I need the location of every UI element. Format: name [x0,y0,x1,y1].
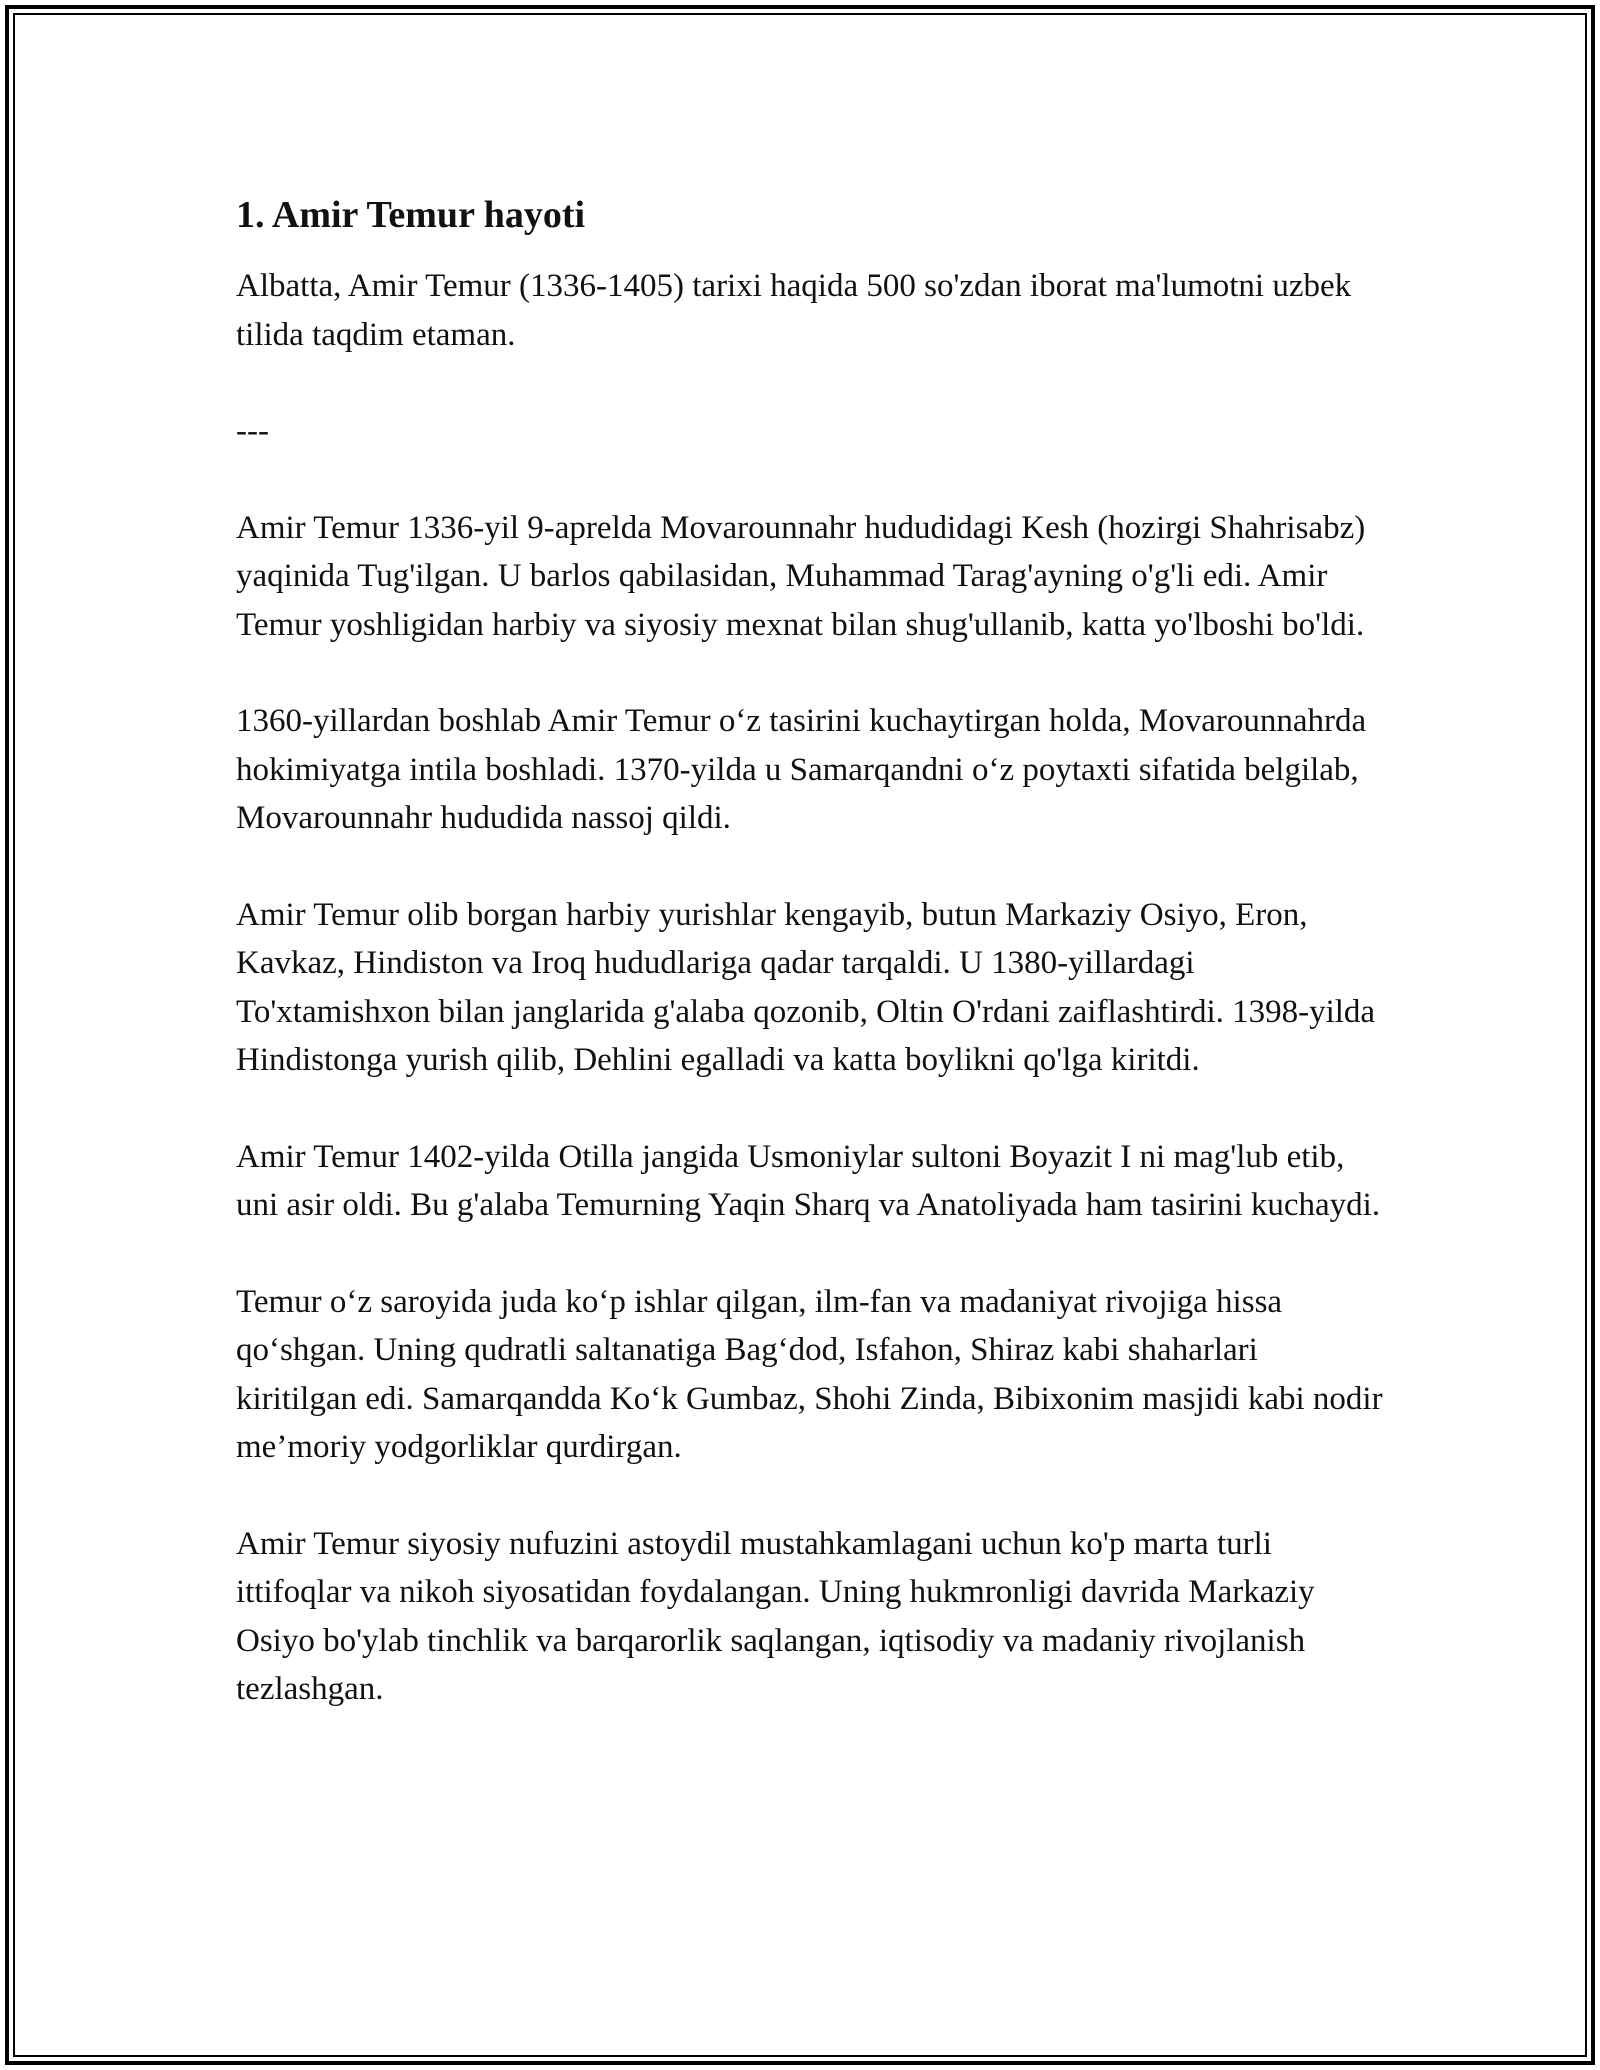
intro-paragraph: Albatta, Amir Temur (1336-1405) tarixi haqida 500 so'zdan iborat ma'lumotni uzbek tilida taqdim etaman. [236,268,1352,353]
paragraph-politics: Amir Temur siyosiy nufuzini astoydil mustahkamlagani uchun ko'p marta turli ittifoqlar va nikoh siyosatidan foydalangan. Uning hukmronligi davrida Markaziy Osiyo bo'ylab tinchlik va barqarorlik saqlangan, iqtisodiy va madaniy rivojlanish tezlashgan. [236,1525,1315,1707]
paragraph-ankara-battle: Amir Temur 1402-yilda Otilla jangida Usmoniylar sultoni Boyazit I ni mag'lub etib, uni asir oldi. Bu g'alaba Temurning Yaqin Sharq va Anatoliyada ham tasirini kuchaydi. [236,1138,1381,1223]
paragraph-birth: Amir Temur 1336-yil 9-aprelda Movarounnahr hududidagi Kesh (hozirgi Shahrisabz) yaqinida Tug'ilgan. U barlos qabilasidan, Muhammad Tarag'ayning o'g'li edi. Amir Temur yoshligidan harbiy va siyosiy mexnat bilan shug'ullanib, katta yo'lboshi bo'ldi. [236,509,1366,643]
page-title: 1. Amir Temur hayoti [236,194,586,236]
paragraph-culture: Temur o‘z saroyida juda ko‘p ishlar qilgan, ilm-fan va madaniyat rivojiga hissa qo‘shgan. Uning qudratli saltanatiga Bag‘dod, Isfahon, Shiraz kabi shaharlari kiritilgan edi. Samarqandda Ko‘k Gumbaz, Shohi Zinda, Bibixonim masjidi kabi nodir me’moriy yodgorliklar qurdirgan. [236,1283,1383,1465]
document-body [236,188,1386,1714]
paragraph-rise-to-power: 1360-yillardan boshlab Amir Temur o‘z tasirini kuchaytirgan holda, Movarounnahrda hokimiyatga intila boshladi. 1370-yilda u Samarqandni o‘z poytaxti sifatida belgilab, Movarounnahr hududida nassoj qildi. [236,703,1367,836]
section-separator: --- [236,413,269,449]
paragraph-military-campaigns: Amir Temur olib borgan harbiy yurishlar kengayib, butun Markaziy Osiyo, Eron, Kavkaz, Hindiston va Iroq hududlariga qadar tarqaldi. U 1380-yillardagi To'xtamishxon bilan janglarida g'alaba qozonib, Oltin O'rdani zaiflashtirdi. 1398-yilda Hindistonga yurish qilib, Dehlini egalladi va katta boylikni qo'lga kiritdi. [236,896,1376,1078]
